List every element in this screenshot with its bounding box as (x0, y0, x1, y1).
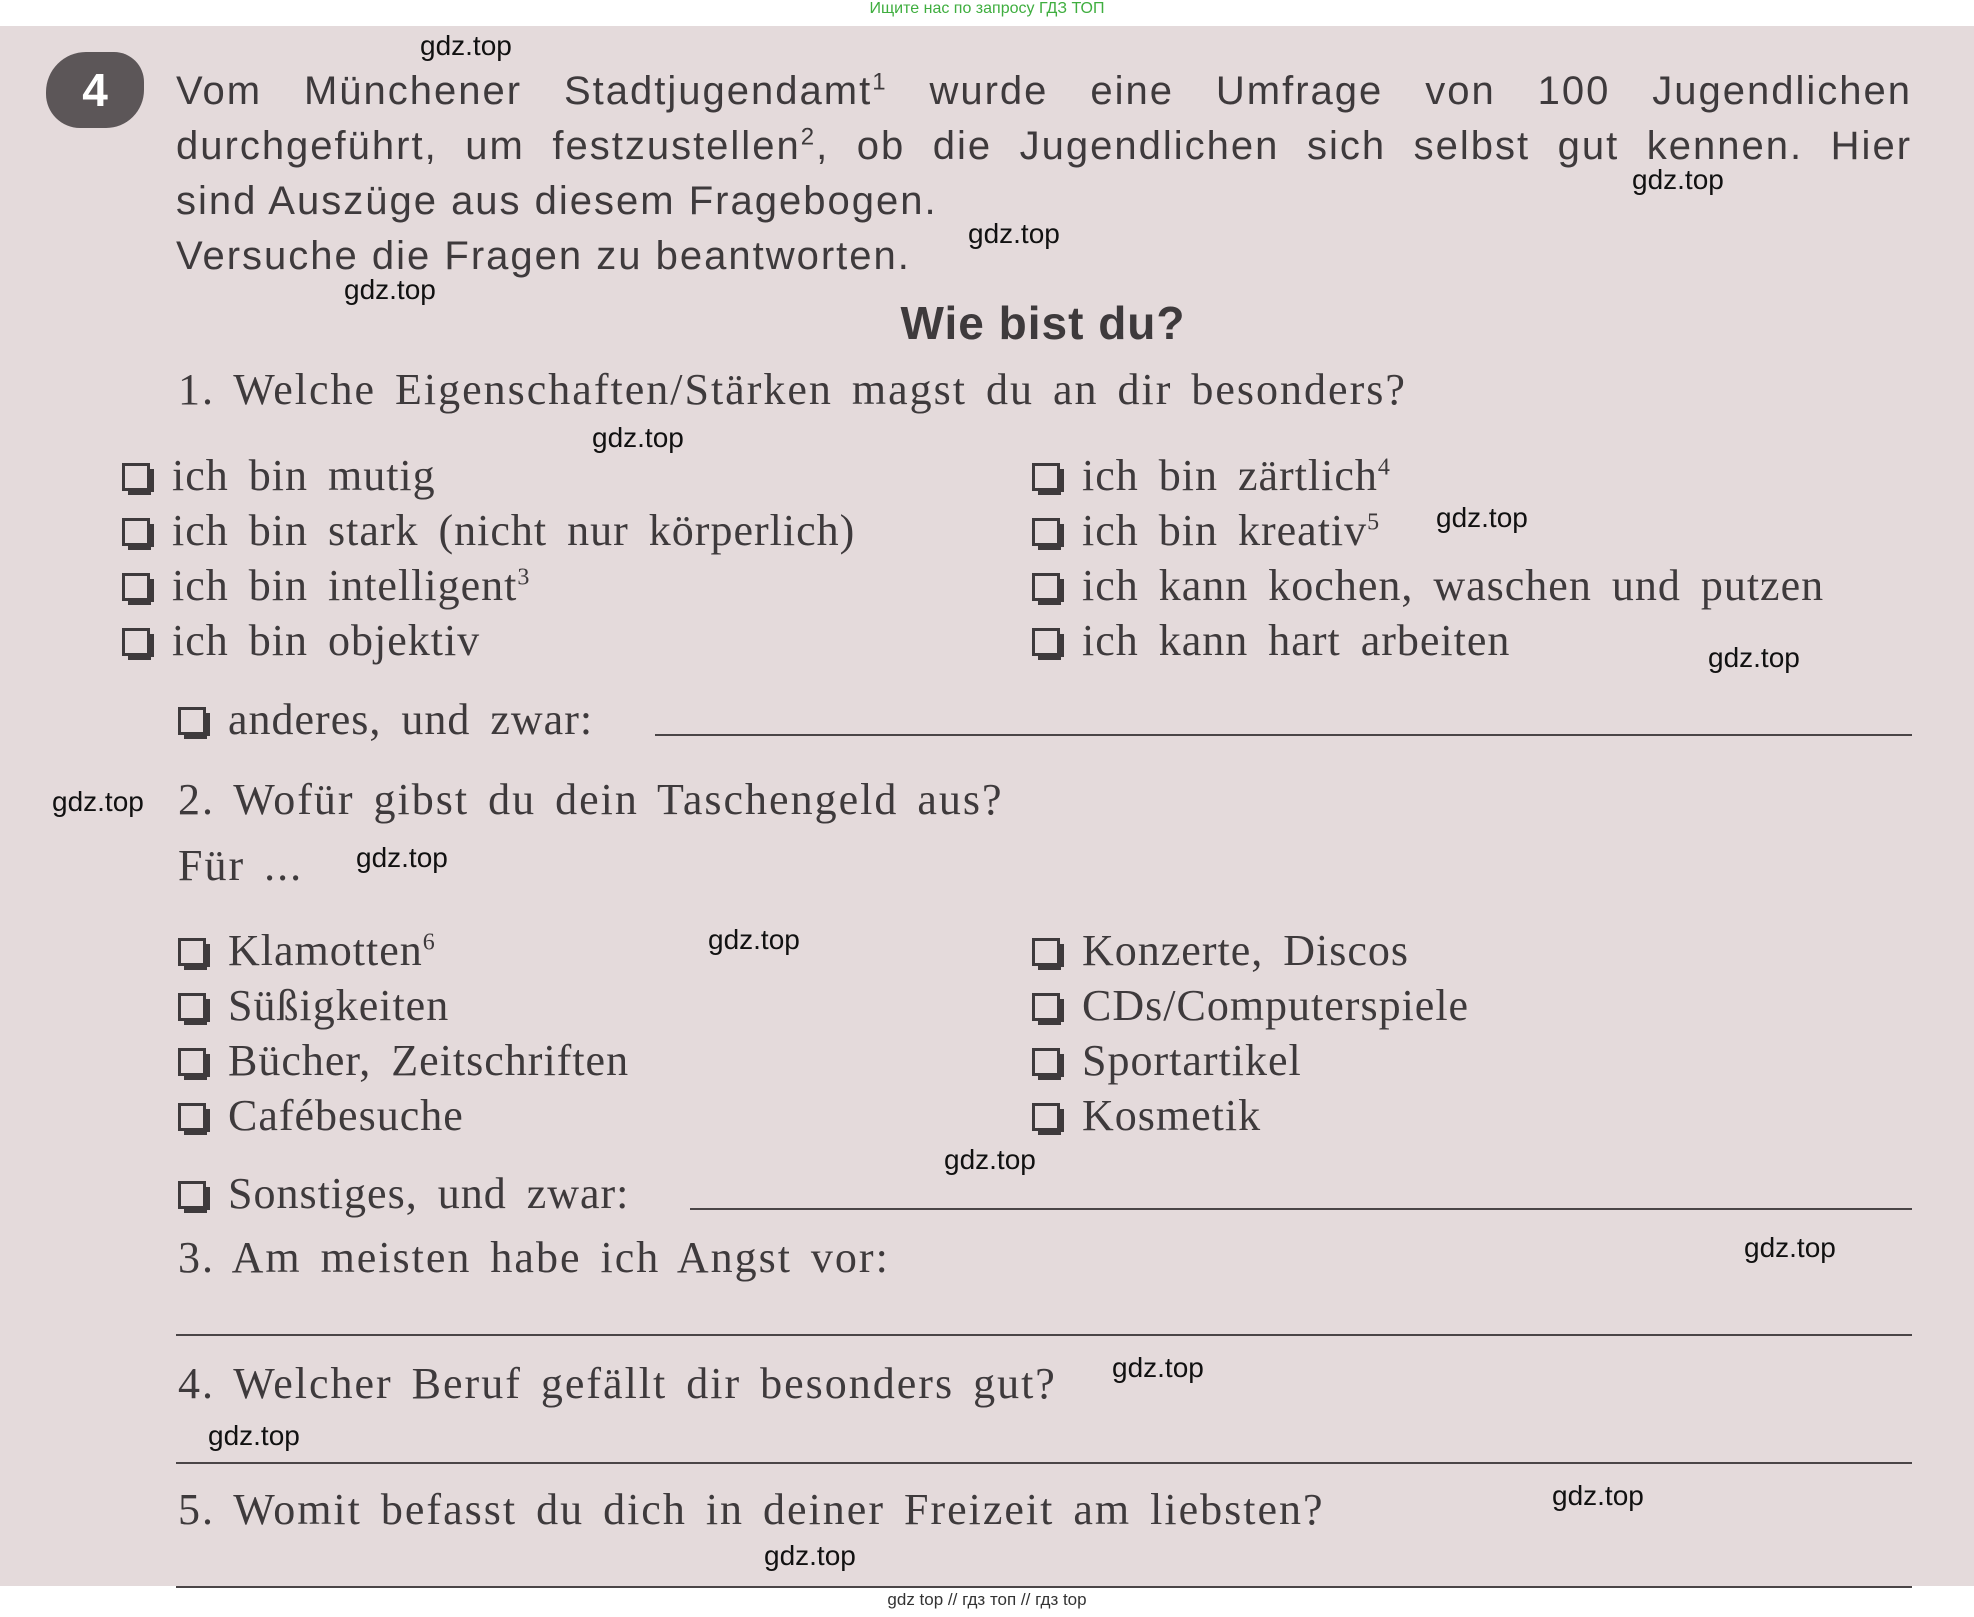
intro-line-3: sind Auszüge aus diesem Fragebogen. (176, 179, 938, 223)
q1-option-other[interactable]: anderes, und zwar: (178, 694, 593, 745)
q2-option-other[interactable]: Sonstiges, und zwar: (178, 1168, 629, 1219)
task-number-badge: 4 (46, 52, 144, 128)
checkbox-icon[interactable] (1032, 1103, 1060, 1131)
checkbox-icon[interactable] (1032, 628, 1060, 656)
watermark: gdz.top (356, 842, 448, 873)
checkbox-icon[interactable] (1032, 463, 1060, 491)
q1-option[interactable]: ich bin kreativ$^5$ (1032, 505, 1380, 556)
footnote-2: 2 (800, 123, 817, 151)
watermark: gdz.top (1744, 1232, 1836, 1263)
checkbox-icon[interactable] (122, 573, 150, 601)
watermark: gdz.top (1436, 502, 1528, 533)
bottom-banner: gdz top // гдз топ // гдз top (887, 1590, 1087, 1609)
checkbox-icon[interactable] (178, 1181, 206, 1209)
q2-option[interactable]: Klamotten$^6$ (178, 925, 436, 976)
footnote-1: 1 (872, 68, 888, 96)
watermark: gdz.top (344, 274, 436, 305)
question-2-sub: Für ... (178, 841, 304, 890)
q1-option[interactable]: ich kann hart arbeiten (1032, 615, 1510, 666)
watermark: gdz.top (708, 924, 800, 955)
questionnaire-title: Wie bist du? (900, 297, 1186, 349)
checkbox-icon[interactable] (178, 1103, 206, 1131)
q2-option[interactable]: Konzerte, Discos (1032, 925, 1409, 976)
watermark: gdz.top (944, 1144, 1036, 1175)
q2-option[interactable]: CDs/Computerspiele (1032, 980, 1469, 1031)
checkbox-icon[interactable] (122, 463, 150, 491)
watermark: gdz.top (208, 1420, 300, 1451)
q1-option[interactable]: ich bin objektiv (122, 615, 480, 666)
question-4: 4. Welcher Beruf gefällt dir besonders gut? (178, 1359, 1057, 1408)
top-banner: Ищите нас по запросу ГДЗ ТОП (869, 0, 1105, 17)
q2-answer-line[interactable] (690, 1208, 1912, 1210)
q2-option[interactable]: Sportartikel (1032, 1035, 1302, 1086)
watermark: gdz.top (592, 422, 684, 453)
question-2: 2. Wofür gibst du dein Taschengeld aus? (178, 775, 1004, 824)
q1-option[interactable]: ich bin stark (nicht nur körperlich) (122, 505, 855, 556)
checkbox-icon[interactable] (1032, 573, 1060, 601)
intro-line-2: durchgeführt, um festzustellen$^2$, ob die Jugendlichen sich selbst gut kennen. Hier (176, 123, 1913, 168)
watermark: gdz.top (1632, 164, 1724, 195)
q2-option[interactable]: Bücher, Zeitschriften (178, 1035, 629, 1086)
q4-answer-line[interactable] (176, 1462, 1912, 1464)
question-1: 1. Welche Eigenschaften/Stärken magst du an dir besonders? (178, 365, 1407, 414)
watermark: gdz.top (1708, 642, 1800, 673)
question-5: 5. Womit befasst du dich in deiner Freizeit am liebsten? (178, 1485, 1325, 1534)
watermark: gdz.top (1112, 1352, 1204, 1383)
intro-line-4: Versuche die Fragen zu beantworten. (176, 234, 911, 278)
checkbox-icon[interactable] (1032, 993, 1060, 1021)
q3-answer-line[interactable] (176, 1334, 1912, 1336)
question-3: 3. Am meisten habe ich Angst vor: (178, 1233, 890, 1282)
q2-option[interactable]: Kosmetik (1032, 1090, 1261, 1141)
q1-option[interactable]: ich bin mutig (122, 450, 436, 501)
checkbox-icon[interactable] (122, 518, 150, 546)
checkbox-icon[interactable] (122, 628, 150, 656)
checkbox-icon[interactable] (178, 993, 206, 1021)
checkbox-icon[interactable] (178, 938, 206, 966)
q5-answer-line[interactable] (176, 1586, 1912, 1588)
checkbox-icon[interactable] (1032, 938, 1060, 966)
q2-option[interactable]: Cafébesuche (178, 1090, 464, 1141)
watermark: gdz.top (1552, 1480, 1644, 1511)
watermark: gdz.top (420, 30, 512, 61)
checkbox-icon[interactable] (1032, 1048, 1060, 1076)
intro-line-1: Vom Münchener Stadtjugendamt$^1$ wurde eine Umfrage von 100 Jugendlichen (176, 68, 1913, 113)
q2-option[interactable]: Süßigkeiten (178, 980, 449, 1031)
watermark: gdz.top (968, 218, 1060, 249)
watermark: gdz.top (52, 786, 144, 817)
q1-answer-line[interactable] (655, 734, 1912, 736)
checkbox-icon[interactable] (178, 1048, 206, 1076)
q1-option[interactable]: ich bin intelligent$^3$ (122, 560, 530, 611)
checkbox-icon[interactable] (1032, 518, 1060, 546)
checkbox-icon[interactable] (178, 707, 206, 735)
q1-option[interactable]: ich kann kochen, waschen und putzen (1032, 560, 1824, 611)
q1-option[interactable]: ich bin zärtlich$^4$ (1032, 450, 1391, 501)
watermark: gdz.top (764, 1540, 856, 1571)
